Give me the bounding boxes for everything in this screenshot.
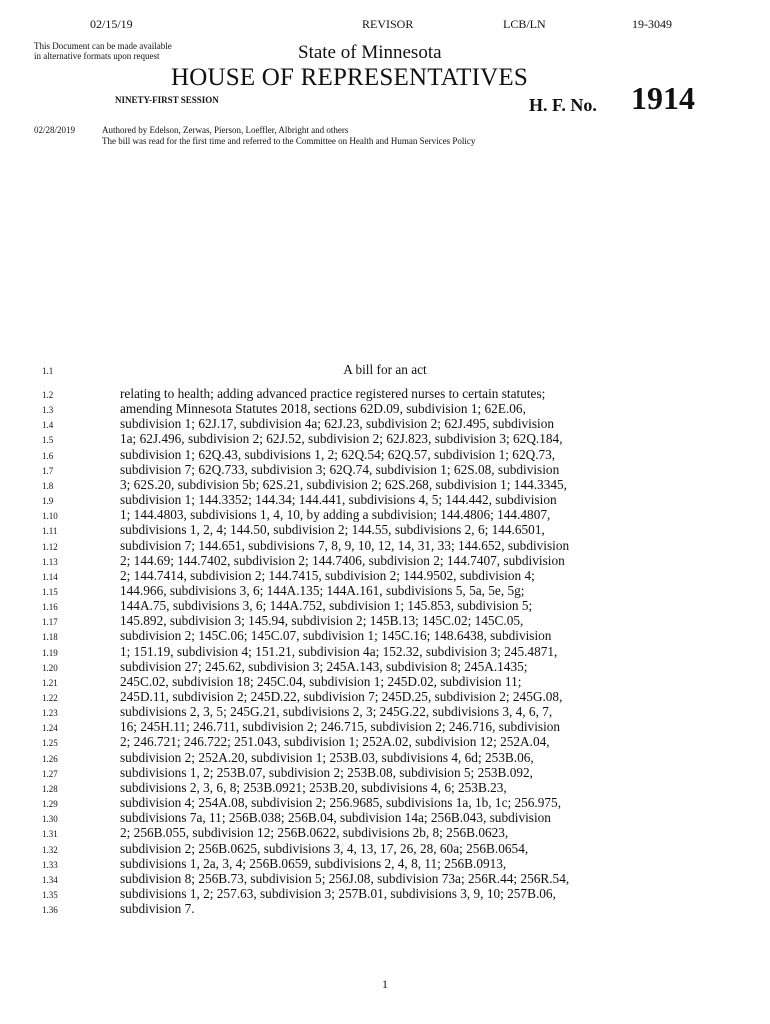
line-number: 1.36 <box>42 905 58 916</box>
availability-note-line-2: in alternative formats upon request <box>34 51 160 61</box>
hf-label: H. F. No. <box>529 95 597 115</box>
header-initials: LCB/LN <box>503 17 546 31</box>
bill-text-line: subdivisions 1, 2; 253B.07, subdivision 2; 253B.08, subdivision 5; 253B.092, <box>120 764 533 780</box>
line-number: 1.5 <box>42 435 54 446</box>
line-number: 1.30 <box>42 814 58 825</box>
line-number: 1.25 <box>42 738 58 749</box>
line-number: 1.15 <box>42 586 58 597</box>
bill-text-line: 245C.02, subdivision 18; 245C.04, subdivision 1; 245D.02, subdivision 11; <box>120 673 522 689</box>
bill-text-line: subdivision 1; 62Q.43, subdivisions 1, 2; 62Q.54; 62Q.57, subdivision 1; 62Q.73, <box>120 446 556 462</box>
bill-text-line: 1; 144.4803, subdivisions 1, 4, 10, by adding a subdivision; 144.4806; 144.4807, <box>120 507 551 523</box>
bill-text-line: subdivision 1; 144.3352; 144.34; 144.441, subdivisions 4, 5; 144.442, subdivision <box>120 492 557 508</box>
bill-text-line: subdivisions 1, 2, 4; 144.50, subdivision 2; 144.55, subdivisions 2, 6; 144.6501, <box>120 522 545 538</box>
line-number: 1.26 <box>42 753 58 764</box>
bill-text-line: 3; 62S.20, subdivision 5b; 62S.21, subdivision 2; 62S.268, subdivision 1; 144.3345, <box>120 476 567 492</box>
line-number: 1.17 <box>42 617 58 628</box>
availability-note-line-1: This Document can be made available <box>34 41 172 51</box>
bill-text-line: subdivision 4; 254A.08, subdivision 2; 256.9685, subdivisions 1a, 1b, 1c; 256.975, <box>120 795 562 811</box>
line-number: 1.23 <box>42 708 58 719</box>
line-number: 1.29 <box>42 799 58 810</box>
line-number: 1.27 <box>42 768 58 779</box>
header-doc-id: 19-3049 <box>632 17 672 31</box>
line-number: 1.4 <box>42 420 54 431</box>
session-label: NINETY-FIRST SESSION <box>115 95 219 105</box>
bill-text-line: subdivision 2; 145C.06; 145C.07, subdivision 1; 145C.16; 148.6438, subdivision <box>120 628 552 644</box>
bill-text-line: 1a; 62J.496, subdivision 2; 62J.52, subdivision 2; 62J.823, subdivision 3; 62Q.184, <box>120 431 563 447</box>
bill-text-line: relating to health; adding advanced practice registered nurses to certain statutes; <box>120 386 546 401</box>
referral-line: The bill was read for the first time and referred to the Committee on Health and Human Services Policy <box>102 136 476 146</box>
line-number: 1.12 <box>42 541 58 552</box>
bill-text-line: subdivision 2; 256B.0625, subdivisions 3, 4, 13, 17, 26, 28, 60a; 256B.0654, <box>120 840 529 856</box>
line-number: 1.9 <box>42 496 54 507</box>
line-number: 1.22 <box>42 693 58 703</box>
line-number: 1.13 <box>42 556 58 567</box>
bill-text-line: 144A.75, subdivisions 3, 6; 144A.752, subdivision 1; 145.853, subdivision 5; <box>120 598 533 614</box>
bill-text-line: subdivision 1; 62J.17, subdivision 4a; 62J.23, subdivision 2; 62J.495, subdivision <box>120 416 555 432</box>
bill-text-line: subdivision 2; 252A.20, subdivision 1; 253B.03, subdivisions 4, 6d; 253B.06, <box>120 749 534 765</box>
line-number: 1.20 <box>42 662 58 673</box>
line-number: 1.16 <box>42 602 58 613</box>
bill-text-line: 2; 144.7414, subdivision 2; 144.7415, subdivision 2; 144.9502, subdivision 4; <box>120 567 535 583</box>
line-number: 1.3 <box>42 405 54 416</box>
bill-text-line: subdivisions 1, 2a, 3, 4; 256B.0659, subdivisions 2, 4, 8, 11; 256B.0913, <box>120 855 507 871</box>
line-number: 1.21 <box>42 677 58 688</box>
line-number: 1.7 <box>42 465 54 476</box>
bill-text-line: 2; 144.69; 144.7402, subdivision 2; 144.7406, subdivision 2; 144.7407, subdivision <box>120 552 565 568</box>
line-number: 1.19 <box>42 647 58 658</box>
bill-text-line: subdivisions 2, 3, 5; 245G.21, subdivisions 2, 3; 245G.22, subdivisions 3, 4, 6, 7, <box>120 704 553 720</box>
line-number: 1.6 <box>42 450 54 461</box>
bill-text-line: 1; 151.19, subdivision 4; 151.21, subdivision 4a; 152.32, subdivision 3; 245.4871, <box>120 643 558 659</box>
line-number: 1.18 <box>42 632 58 643</box>
line-number: 1.2 <box>42 390 54 400</box>
line-number: 1.32 <box>42 844 58 855</box>
line-number: 1.8 <box>42 480 54 491</box>
page-number: 1 <box>382 977 388 991</box>
bill-text-line: subdivision 7; 62Q.733, subdivision 3; 62Q.74, subdivision 1; 62S.08, subdivision <box>120 461 560 477</box>
bill-text-line: subdivisions 2, 3, 6, 8; 253B.0921; 253B.20, subdivisions 4, 6; 253B.23, <box>120 779 507 795</box>
hf-number: 1914 <box>631 80 695 116</box>
bill-text-line: 144.966, subdivisions 3, 6; 144A.135; 144A.161, subdivisions 5, 5a, 5e, 5g; <box>120 582 525 598</box>
bill-text-line: 145.892, subdivision 3; 145.94, subdivision 2; 145B.13; 145C.02; 145C.05, <box>120 613 524 629</box>
bill-text-line: subdivision 7. <box>120 901 195 917</box>
bill-text-line: amending Minnesota Statutes 2018, sections 62D.09, subdivision 1; 62E.06, <box>120 401 526 417</box>
authors-line: Authored by Edelson, Zerwas, Pierson, Loeffler, Albright and others <box>102 125 349 135</box>
bill-text-line: 2; 246.721; 246.722; 251.043, subdivision 1; 252A.02, subdivision 12; 252A.04, <box>120 734 550 750</box>
bill-text-line: 16; 245H.11; 246.711, subdivision 2; 246.715, subdivision 2; 246.716, subdivision <box>120 719 561 735</box>
bill-title: A bill for an act <box>343 362 427 377</box>
bill-text-line: subdivisions 7a, 11; 256B.038; 256B.04, subdivision 14a; 256B.043, subdivision <box>120 810 551 826</box>
header-office: REVISOR <box>362 17 414 31</box>
bill-text-line: subdivisions 1, 2; 257.63, subdivision 3; 257B.01, subdivisions 3, 9, 10; 257B.06, <box>120 885 556 901</box>
line-number: 1.35 <box>42 889 58 900</box>
line-number: 1.1 <box>42 366 54 376</box>
line-number: 1.14 <box>42 571 58 582</box>
line-number: 1.11 <box>42 526 58 537</box>
bill-text-line: subdivision 7; 144.651, subdivisions 7, 8, 9, 10, 12, 14, 31, 33; 144.652, subdivision <box>120 537 570 553</box>
line-number: 1.28 <box>42 783 58 794</box>
line-number: 1.24 <box>42 723 58 734</box>
line-number: 1.33 <box>42 859 58 870</box>
action-date: 02/28/2019 <box>34 125 76 135</box>
line-number: 1.31 <box>42 829 58 840</box>
state-name: State of Minnesota <box>298 42 442 63</box>
chamber-title: HOUSE OF REPRESENTATIVES <box>171 64 528 91</box>
bill-text-line: subdivision 8; 256B.73, subdivision 5; 256J.08, subdivision 73a; 256R.44; 256R.54, <box>120 870 570 886</box>
header-date: 02/15/19 <box>90 17 133 31</box>
line-number: 1.10 <box>42 511 58 522</box>
bill-text-line: subdivision 27; 245.62, subdivision 3; 245A.143, subdivision 8; 245A.1435; <box>120 658 528 674</box>
bill-text-line: 2; 256B.055, subdivision 12; 256B.0622, subdivisions 2b, 8; 256B.0623, <box>120 825 509 841</box>
bill-text-line: 245D.11, subdivision 2; 245D.22, subdivision 7; 245D.25, subdivision 2; 245G.08, <box>120 689 563 704</box>
line-number: 1.34 <box>42 874 58 885</box>
